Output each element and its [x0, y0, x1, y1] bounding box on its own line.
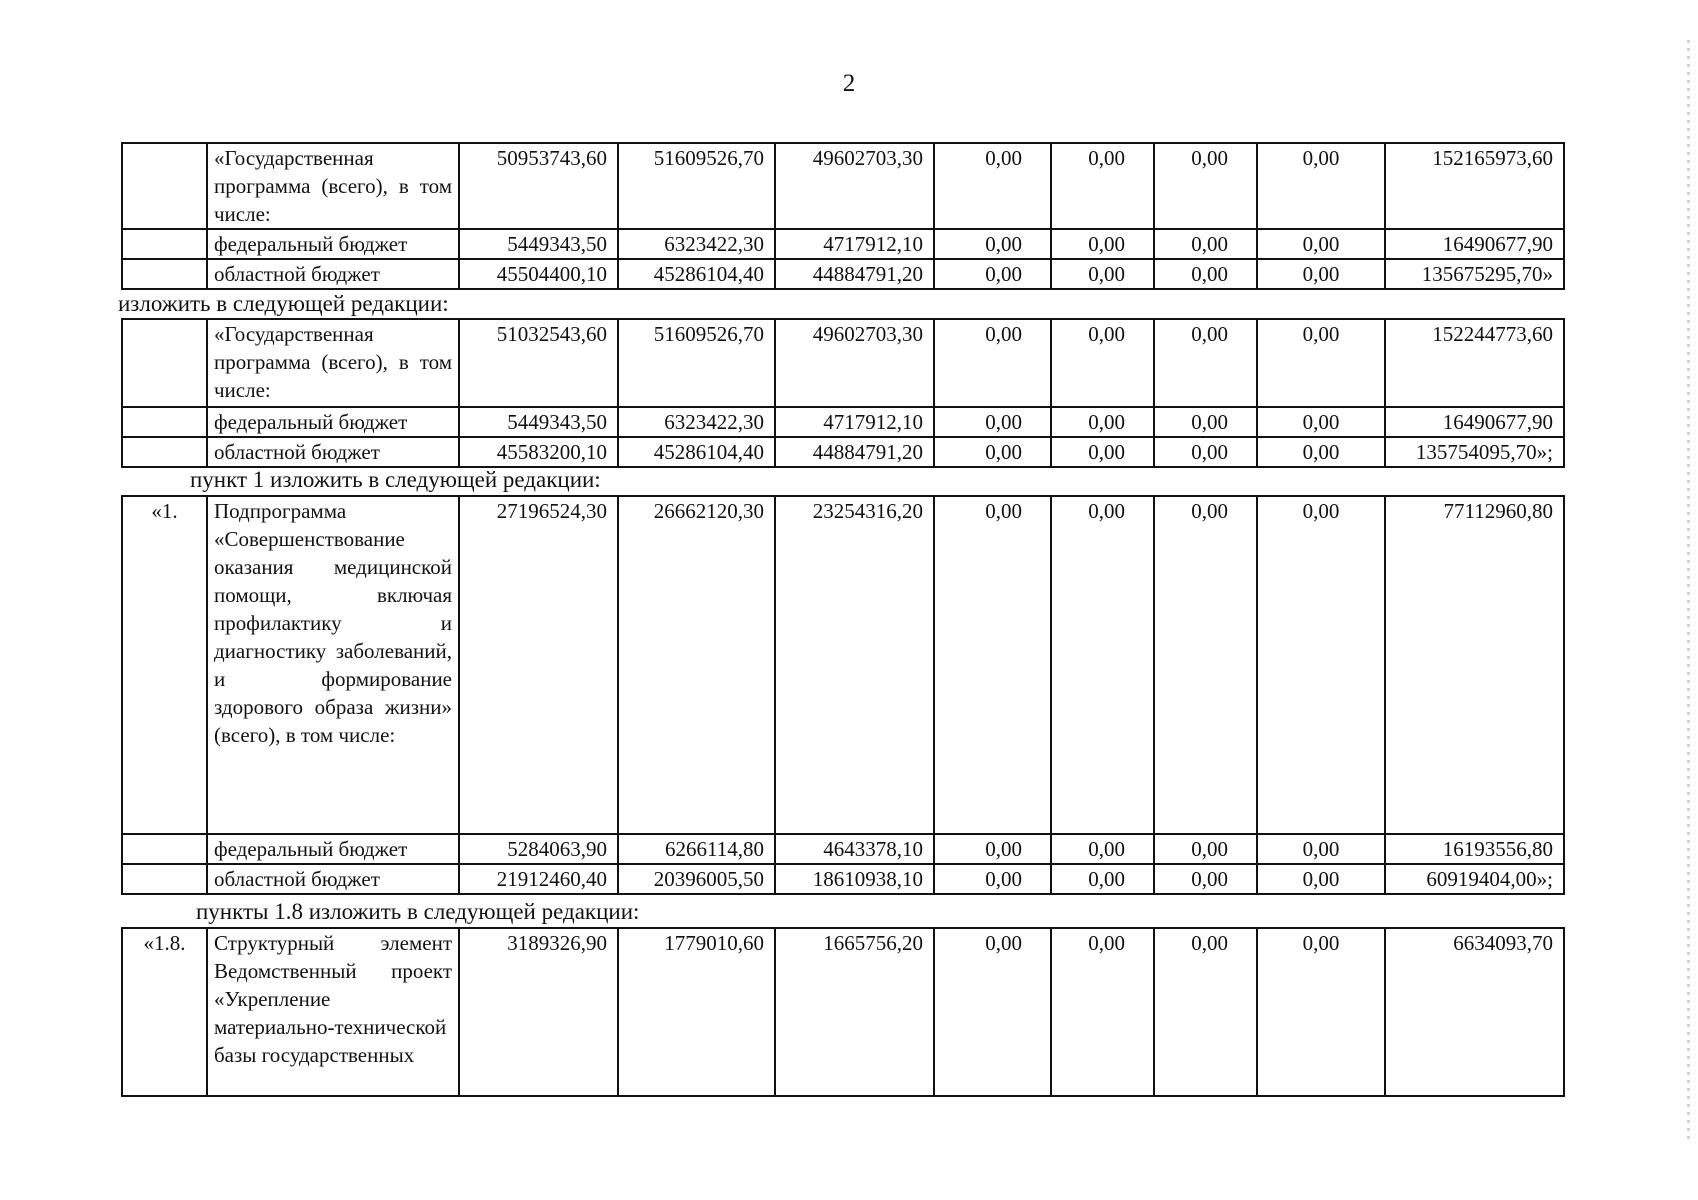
value-cell: 18610938,10 [775, 864, 934, 894]
page-number: 2 [842, 70, 856, 97]
table-row [122, 143, 1564, 229]
row-name: федеральный бюджет [207, 229, 459, 259]
row-name: «Государственная программа (всего), в том числе: [207, 319, 459, 407]
value-cell: 5449343,50 [459, 229, 618, 259]
row-index [122, 407, 207, 437]
value-cell: 51032543,60 [459, 319, 618, 407]
value-cell: 135675295,70» [1385, 259, 1564, 289]
value-cell: 0,00 [934, 319, 1051, 407]
value-cell: 135754095,70»; [1385, 437, 1564, 467]
value-cell: 44884791,20 [775, 437, 934, 467]
value-cell: 44884791,20 [775, 259, 934, 289]
budget-table-new [121, 318, 1565, 468]
table-row [122, 496, 1564, 834]
value-cell: 0,00 [1257, 864, 1385, 894]
value-cell: 0,00 [1257, 229, 1385, 259]
value-cell: 6323422,30 [618, 229, 775, 259]
value-cell: 0,00 [1154, 834, 1257, 864]
table-row [122, 834, 1564, 864]
value-cell: 45286104,40 [618, 259, 775, 289]
value-cell: 49602703,30 [775, 319, 934, 407]
value-cell: 20396005,50 [618, 864, 775, 894]
value-cell: 0,00 [1257, 319, 1385, 407]
value-cell: 6634093,70 [1385, 928, 1564, 1096]
table-row [122, 928, 1564, 1096]
value-cell: 0,00 [1051, 319, 1154, 407]
value-cell: 0,00 [934, 259, 1051, 289]
value-cell: 27196524,30 [459, 496, 618, 834]
table-row [122, 229, 1564, 259]
value-cell: 0,00 [1051, 437, 1154, 467]
value-cell: 45504400,10 [459, 259, 618, 289]
value-cell: 0,00 [934, 407, 1051, 437]
value-cell: 0,00 [1154, 496, 1257, 834]
subprogram-table [121, 495, 1565, 895]
row-index [122, 229, 207, 259]
row-index: «1.8. [122, 928, 207, 1096]
value-cell: 4717912,10 [775, 229, 934, 259]
value-cell: 4643378,10 [775, 834, 934, 864]
value-cell: 0,00 [1257, 407, 1385, 437]
value-cell: 16193556,80 [1385, 834, 1564, 864]
value-cell: 0,00 [1154, 864, 1257, 894]
row-index [122, 864, 207, 894]
value-cell: 0,00 [934, 229, 1051, 259]
row-index [122, 834, 207, 864]
value-cell: 6323422,30 [618, 407, 775, 437]
value-cell: 60919404,00»; [1385, 864, 1564, 894]
row-index: «1. [122, 496, 207, 834]
value-cell: 152244773,60 [1385, 319, 1564, 407]
value-cell: 3189326,90 [459, 928, 618, 1096]
row-name: областной бюджет [207, 259, 459, 289]
value-cell: 0,00 [1257, 834, 1385, 864]
row-name: областной бюджет [207, 864, 459, 894]
row-name: областной бюджет [207, 437, 459, 467]
row-index [122, 437, 207, 467]
row-name: федеральный бюджет [207, 834, 459, 864]
row-name: «Государственная программа (всего), в том числе: [207, 143, 459, 229]
row-index [122, 143, 207, 229]
row-index [122, 259, 207, 289]
value-cell: 0,00 [1051, 259, 1154, 289]
value-cell: 0,00 [1154, 928, 1257, 1096]
value-cell: 45583200,10 [459, 437, 618, 467]
row-name: Подпрограмма «Совершенствование оказания медицинской помощи, включая профилактику и диагностику заболеваний, и формирование здорового образа жизни» (всего), в том числе: [207, 496, 459, 834]
value-cell: 0,00 [1051, 143, 1154, 229]
value-cell: 16490677,90 [1385, 229, 1564, 259]
value-cell: 0,00 [1154, 437, 1257, 467]
table-row [122, 407, 1564, 437]
value-cell: 50953743,60 [459, 143, 618, 229]
value-cell: 0,00 [1257, 496, 1385, 834]
value-cell: 0,00 [934, 864, 1051, 894]
value-cell: 49602703,30 [775, 143, 934, 229]
value-cell: 5284063,90 [459, 834, 618, 864]
value-cell: 0,00 [1257, 928, 1385, 1096]
value-cell: 0,00 [934, 928, 1051, 1096]
value-cell: 5449343,50 [459, 407, 618, 437]
scan-edge-mark [1687, 40, 1690, 1140]
value-cell: 0,00 [1154, 407, 1257, 437]
value-cell: 0,00 [1257, 259, 1385, 289]
row-name: федеральный бюджет [207, 407, 459, 437]
value-cell: 0,00 [1257, 143, 1385, 229]
value-cell: 6266114,80 [618, 834, 775, 864]
value-cell: 1779010,60 [618, 928, 775, 1096]
value-cell: 0,00 [1051, 229, 1154, 259]
value-cell: 16490677,90 [1385, 407, 1564, 437]
value-cell: 1665756,20 [775, 928, 934, 1096]
value-cell: 0,00 [1154, 143, 1257, 229]
value-cell: 51609526,70 [618, 319, 775, 407]
amendment-caption: пункт 1 изложить в следующей редакции: [190, 467, 601, 492]
amendment-caption: пункты 1.8 изложить в следующей редакции: [196, 899, 640, 924]
value-cell: 0,00 [934, 143, 1051, 229]
value-cell: 45286104,40 [618, 437, 775, 467]
value-cell: 0,00 [1154, 319, 1257, 407]
value-cell: 0,00 [1051, 928, 1154, 1096]
value-cell: 77112960,80 [1385, 496, 1564, 834]
value-cell: 0,00 [934, 496, 1051, 834]
value-cell: 0,00 [1051, 864, 1154, 894]
structural-element-table [121, 927, 1565, 1097]
value-cell: 0,00 [1051, 407, 1154, 437]
value-cell: 0,00 [1154, 259, 1257, 289]
value-cell: 0,00 [1051, 834, 1154, 864]
row-name: Структурный элемент Ведомственный проект «Укрепление материально-технической базы государственных [207, 928, 459, 1096]
value-cell: 0,00 [1154, 229, 1257, 259]
value-cell: 4717912,10 [775, 407, 934, 437]
value-cell: 0,00 [1051, 496, 1154, 834]
table-row [122, 864, 1564, 894]
value-cell: 51609526,70 [618, 143, 775, 229]
value-cell: 26662120,30 [618, 496, 775, 834]
value-cell: 0,00 [934, 834, 1051, 864]
amendment-caption: изложить в следующей редакции: [118, 291, 449, 316]
row-index [122, 319, 207, 407]
table-row [122, 437, 1564, 467]
value-cell: 0,00 [934, 437, 1051, 467]
value-cell: 21912460,40 [459, 864, 618, 894]
value-cell: 0,00 [1257, 437, 1385, 467]
budget-table-old [121, 142, 1565, 290]
value-cell: 23254316,20 [775, 496, 934, 834]
table-row [122, 319, 1564, 407]
value-cell: 152165973,60 [1385, 143, 1564, 229]
table-row [122, 259, 1564, 289]
